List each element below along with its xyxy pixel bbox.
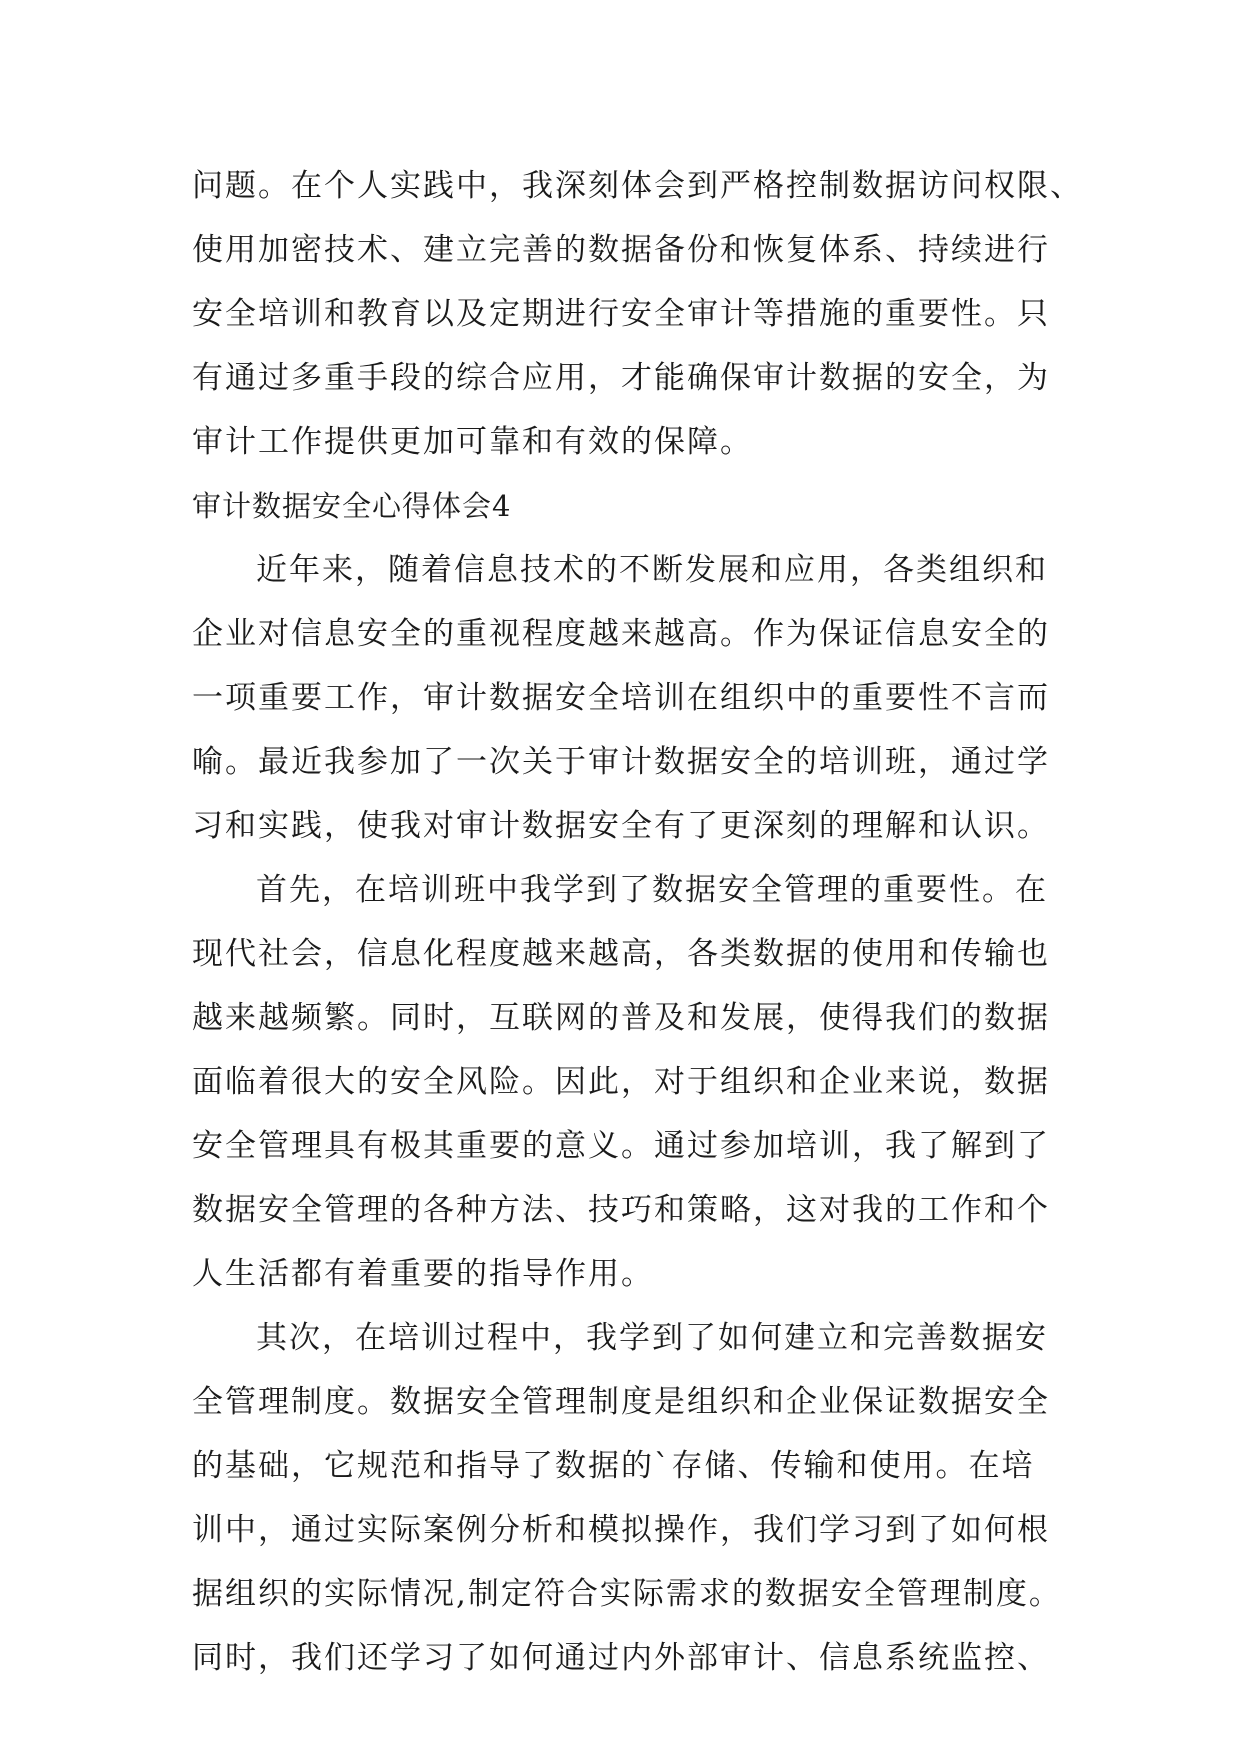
text-line: 一项重要工作，审计数据安全培训在组织中的重要性不言而 <box>192 680 1050 716</box>
text-line: 问题。在个人实践中，我深刻体会到严格控制数据访问权限、 <box>192 168 1083 204</box>
text-line: 审计工作提供更加可靠和有效的保障。 <box>192 424 753 460</box>
paragraph-3 <box>192 858 1062 1306</box>
text-line: 数据安全管理的各种方法、技巧和策略，这对我的工作和个 <box>192 1192 1050 1228</box>
text-line: 有通过多重手段的综合应用，才能确保审计数据的安全，为 <box>192 360 1050 396</box>
text-line: 面临着很大的安全风险。因此，对于组织和企业来说，数据 <box>192 1064 1050 1100</box>
text-line: 越来越频繁。同时，互联网的普及和发展，使得我们的数据 <box>192 1000 1050 1036</box>
section-heading: 审计数据安全心得体会4 <box>192 489 512 523</box>
text-line: 安全培训和教育以及定期进行安全审计等措施的重要性。只 <box>192 296 1050 332</box>
paragraph-1 <box>192 154 1083 474</box>
text-line: 使用加密技术、建立完善的数据备份和恢复体系、持续进行 <box>192 232 1050 268</box>
paragraph-2 <box>192 538 1062 858</box>
text-line: 人生活都有着重要的指导作用。 <box>192 1256 654 1292</box>
text-line: 首先，在培训班中我学到了数据安全管理的重要性。在 <box>256 872 1048 908</box>
text-line: 企业对信息安全的重视程度越来越高。作为保证信息安全的 <box>192 616 1050 652</box>
document-body <box>192 154 1083 1690</box>
text-line: 据组织的实际情况,制定符合实际需求的数据安全管理制度。 <box>192 1576 1062 1612</box>
text-line: 全管理制度。数据安全管理制度是组织和企业保证数据安全 <box>192 1384 1050 1420</box>
text-line: 的基础，它规范和指导了数据的`存储、传输和使用。在培 <box>192 1448 1035 1484</box>
text-line: 训中，通过实际案例分析和模拟操作，我们学习到了如何根 <box>192 1512 1050 1548</box>
text-line: 同时，我们还学习了如何通过内外部审计、信息系统监控、 <box>192 1640 1050 1676</box>
text-line: 其次，在培训过程中，我学到了如何建立和完善数据安 <box>256 1320 1048 1356</box>
text-line: 习和实践，使我对审计数据安全有了更深刻的理解和认识。 <box>192 808 1050 844</box>
text-line: 安全管理具有极其重要的意义。通过参加培训，我了解到了 <box>192 1128 1050 1164</box>
text-line: 现代社会，信息化程度越来越高，各类数据的使用和传输也 <box>192 936 1050 972</box>
text-line: 近年来，随着信息技术的不断发展和应用，各类组织和 <box>256 552 1048 588</box>
text-line: 喻。最近我参加了一次关于审计数据安全的培训班，通过学 <box>192 744 1050 780</box>
paragraph-4 <box>192 1306 1062 1690</box>
